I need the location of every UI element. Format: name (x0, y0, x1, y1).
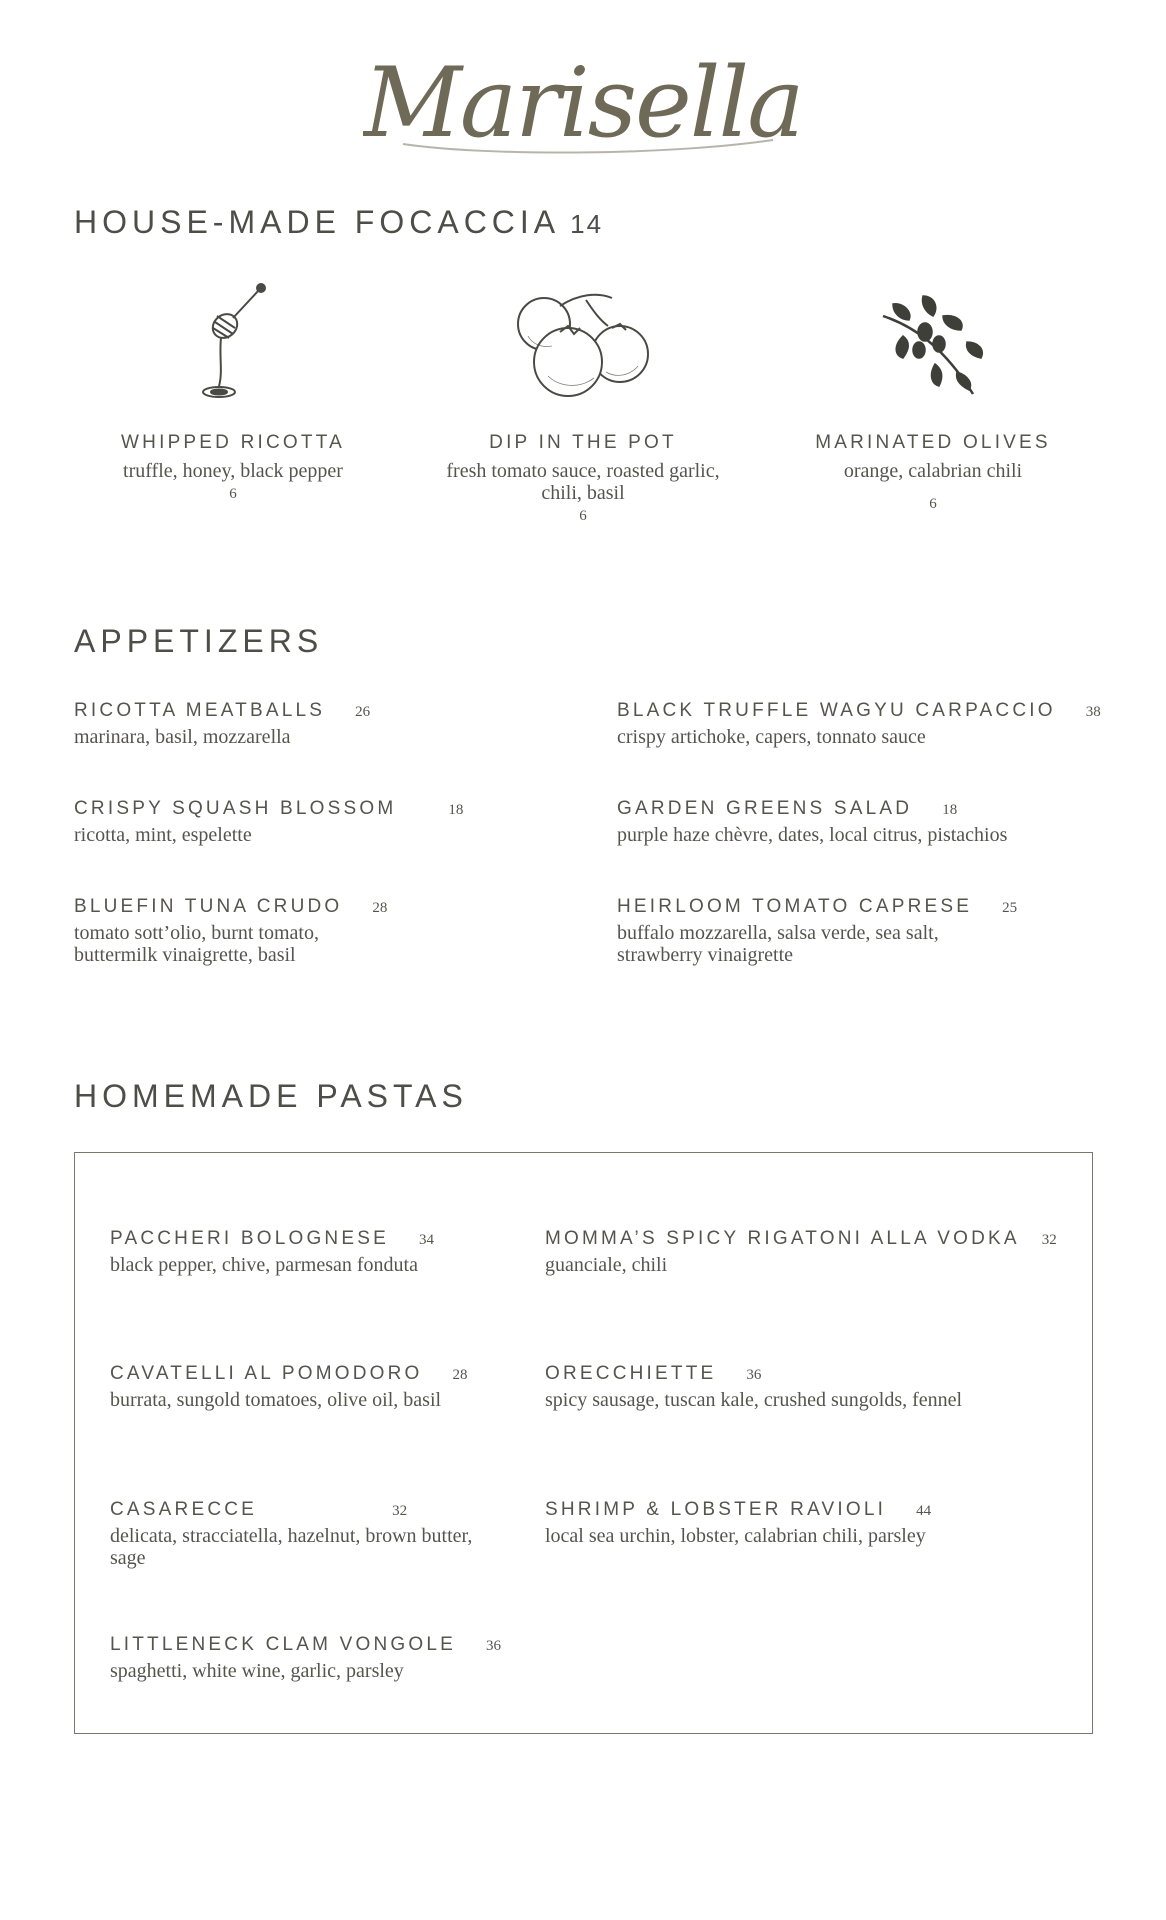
pasta-item (545, 1363, 962, 1411)
item-name: BLACK TRUFFLE WAGYU CARPACCIO (617, 700, 1056, 721)
pastas-section-title: HOMEMADE PASTAS (74, 1078, 468, 1114)
item-name: PACCHERI BOLOGNESE (110, 1228, 389, 1249)
pasta-item (110, 1499, 490, 1569)
item-desc: tomato sott’olio, burnt tomato, buttermilk vinaigrette, basil (74, 922, 319, 966)
svg-text:Marisella: Marisella (363, 48, 803, 159)
item-price: 26 (355, 704, 371, 720)
item-desc: black pepper, chive, parmesan fonduta (110, 1254, 418, 1276)
brand-logo (0, 48, 1166, 178)
focaccia-section-title (74, 204, 603, 241)
item-name: CRISPY SQUASH BLOSSOM (74, 798, 397, 819)
appetizer-item (74, 798, 463, 846)
pasta-item (110, 1363, 468, 1411)
item-price: 28 (372, 900, 388, 916)
item-desc: burrata, sungold tomatoes, olive oil, basil (110, 1389, 442, 1411)
focaccia-item-whipped-ricotta (68, 282, 398, 503)
item-name: ORECCHIETTE (545, 1363, 717, 1384)
logo-script (363, 48, 803, 173)
item-price: 18 (942, 802, 958, 818)
item-desc: local sea urchin, lobster, calabrian chili, parsley (545, 1525, 926, 1547)
pasta-item (110, 1634, 501, 1682)
pasta-item (545, 1499, 931, 1547)
focaccia-item-dip-in-the-pot (418, 282, 748, 525)
item-desc: spaghetti, white wine, garlic, parsley (110, 1660, 404, 1682)
focaccia-item-name: WHIPPED RICOTTA (121, 432, 345, 453)
focaccia-item-desc: orange, calabrian chili (843, 460, 1023, 482)
item-desc: buffalo mozzarella, salsa verde, sea salt, strawberry vinaigrette (617, 922, 939, 966)
item-name: RICOTTA MEATBALLS (74, 700, 326, 721)
item-price: 32 (392, 1503, 408, 1519)
item-name: BLUEFIN TUNA CRUDO (74, 896, 343, 917)
item-price: 18 (448, 802, 464, 818)
focaccia-item-price: 6 (579, 508, 587, 524)
item-price: 28 (452, 1367, 468, 1383)
appetizer-item (617, 896, 1018, 966)
appetizer-item (74, 896, 388, 966)
focaccia-item-desc: fresh tomato sauce, roasted garlic, chili, basil (446, 460, 720, 504)
honey-dipper-icon (193, 282, 273, 402)
item-name: HEIRLOOM TOMATO CAPRESE (617, 896, 973, 917)
focaccia-title: HOUSE-MADE FOCACCIA (74, 204, 561, 240)
item-price: 38 (1085, 704, 1101, 720)
item-name: LITTLENECK CLAM VONGOLE (110, 1634, 457, 1655)
focaccia-item-price: 6 (929, 496, 937, 512)
appetizer-item (74, 700, 370, 748)
olive-branch-icon (873, 286, 993, 402)
item-name: SHRIMP & LOBSTER RAVIOLI (545, 1499, 887, 1520)
item-name: MOMMA’S SPICY RIGATONI ALLA VODKA (545, 1228, 1020, 1249)
focaccia-item-price: 6 (229, 486, 237, 502)
item-desc: spicy sausage, tuscan kale, crushed sungolds, fennel (545, 1389, 963, 1411)
item-desc: purple haze chèvre, dates, local citrus, pistachios (617, 824, 1008, 846)
appetizer-item (617, 700, 1101, 748)
item-price: 25 (1002, 900, 1018, 916)
pasta-item (545, 1228, 1057, 1276)
focaccia-price: 14 (570, 209, 604, 239)
item-price: 34 (418, 1232, 434, 1248)
item-name: GARDEN GREENS SALAD (617, 798, 913, 819)
item-desc: crispy artichoke, capers, tonnato sauce (617, 726, 926, 748)
item-desc: ricotta, mint, espelette (74, 824, 252, 846)
focaccia-item-name: MARINATED OLIVES (815, 432, 1051, 453)
appetizer-item (617, 798, 1007, 846)
item-price: 32 (1041, 1232, 1057, 1248)
item-price: 44 (916, 1503, 932, 1519)
pasta-item (110, 1228, 434, 1276)
item-name: CAVATELLI AL POMODORO (110, 1363, 423, 1384)
focaccia-item-name: DIP IN THE POT (489, 432, 677, 453)
focaccia-item-marinated-olives (768, 282, 1098, 513)
item-price: 36 (486, 1638, 502, 1654)
appetizers-section-title: APPETIZERS (74, 623, 324, 659)
item-price: 36 (746, 1367, 762, 1383)
tomatoes-icon (508, 286, 658, 402)
item-desc: delicata, stracciatella, hazelnut, brown butter, sage (110, 1525, 473, 1569)
focaccia-item-desc: truffle, honey, black pepper (123, 460, 343, 482)
item-name: CASARECCE (110, 1499, 258, 1520)
item-desc: marinara, basil, mozzarella (74, 726, 291, 748)
item-desc: guanciale, chili (545, 1254, 668, 1276)
